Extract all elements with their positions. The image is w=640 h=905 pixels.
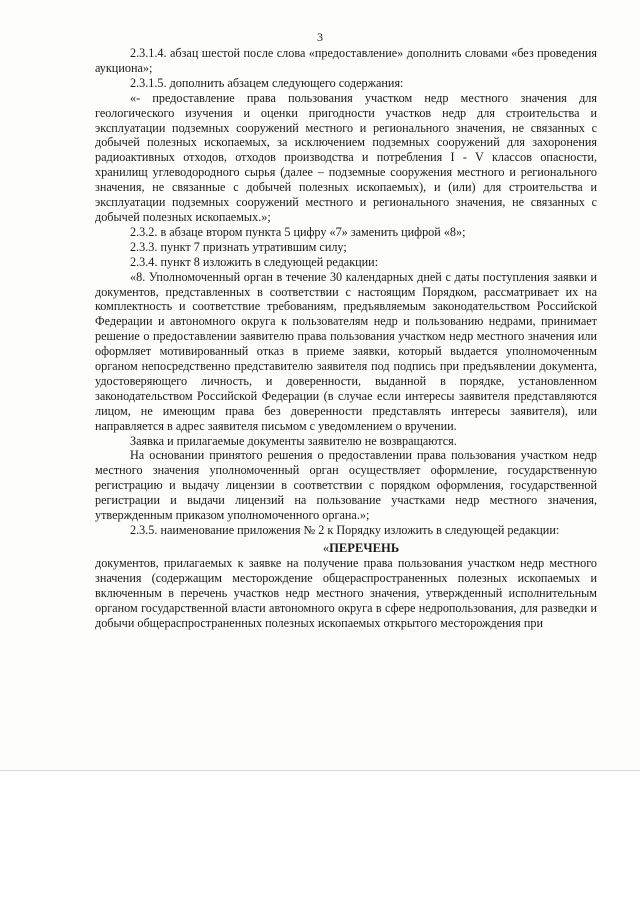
- paragraph-new-abzac: «- предоставление права пользования участком недр местного значения для геологического изучения и оценки пригодности участков недр для строительства и эксплуатации подземных сооружений местного и регионального значения, не связанных с добычей полезных ископаемых, за исключением подземных сооружений для захоронения радиоактивных отходов, отходов производства и потребления I - V классов опасности, хранилищ углеводородного сырья (далее – подземные сооружения местного и регионального значения, не связанные с добычей полезных ископаемых), и (или) для строительства и эксплуатации подземных сооружений местного и регионального значения, не связанных с добычей полезных ископаемых.»;: [95, 90, 597, 224]
- paragraph-2-3-5: 2.3.5. наименование приложения № 2 к Порядку изложить в следующей редакции:: [130, 523, 560, 537]
- paragraph-point-8: «8. Уполномоченный орган в течение 30 календарных дней с даты поступления заявки и документов, представленных в соответствии с настоящим Порядком, рассматривает их на комплектность и соответствие требованиям, предъявляемым законодательством Российской Федерации и автономного округа к пользователям недр и пользованию недрами, принимает решение о предоставлении заявителю права пользования участком недр местного значения или оформляет мотивированный отказ в приеме заявки, который выдается уполномоченным органом непосредственно представителю заявителя под подпись при предъявлении документа, удостоверяющего личность, и доверенности, выданной в порядке, установленном законодательством Российской Федерации (в случае если интересы заявителя представляются лицом, не имеющим права без доверенности представлять интересы заявителя), или направляется в адрес заявителя письмом с уведомлением о вручении.: [95, 269, 597, 433]
- paragraph-2-3-2: 2.3.2. в абзаце втором пункта 5 цифру «7» заменить цифрой «8»;: [130, 224, 466, 239]
- list-heading-quote: «: [322, 540, 330, 555]
- document-body: [95, 46, 597, 630]
- list-subtitle: документов, прилагаемых к заявке на получение права пользования участком недр местного значения (содержащим месторождение общераспространенных полезных ископаемых и включенным в перечень участков недр местного значения, утвержденный исполнительным органом государственной власти автономного округа в сфере недропользования, для разведки и добычи общераспространенных полезных ископаемых открытого месторождения при: [95, 555, 597, 630]
- paragraph-2-3-3: 2.3.3. пункт 7 признать утратившим силу;: [130, 239, 347, 254]
- list-heading-title: ПЕРЕЧЕНЬ: [329, 540, 400, 555]
- list-heading: [95, 541, 597, 556]
- paragraph-2-3-4: 2.3.4. пункт 8 изложить в следующей редакции:: [130, 254, 379, 269]
- paragraph-documents-not-returned: Заявка и прилагаемые документы заявителю не возвращаются.: [130, 433, 457, 448]
- paragraph-2-3-1-5: 2.3.1.5. дополнить абзацем следующего содержания:: [130, 75, 404, 90]
- paragraph-2-3-1-4: 2.3.1.4. абзац шестой после слова «предоставление» дополнить словами «без проведения аукциона»;: [95, 46, 597, 75]
- paragraph-license-issuance: На основании принятого решения о предоставлении права пользования участком недр местного значения уполномоченный орган осуществляет оформление, государственную регистрацию и выдачу лицензии в соответствии с порядком оформления, государственной регистрации и выдачи лицензий на пользование участками недр местного значения, утвержденным приказом уполномоченного органа.»;: [95, 448, 597, 523]
- page-number: 3: [317, 30, 323, 44]
